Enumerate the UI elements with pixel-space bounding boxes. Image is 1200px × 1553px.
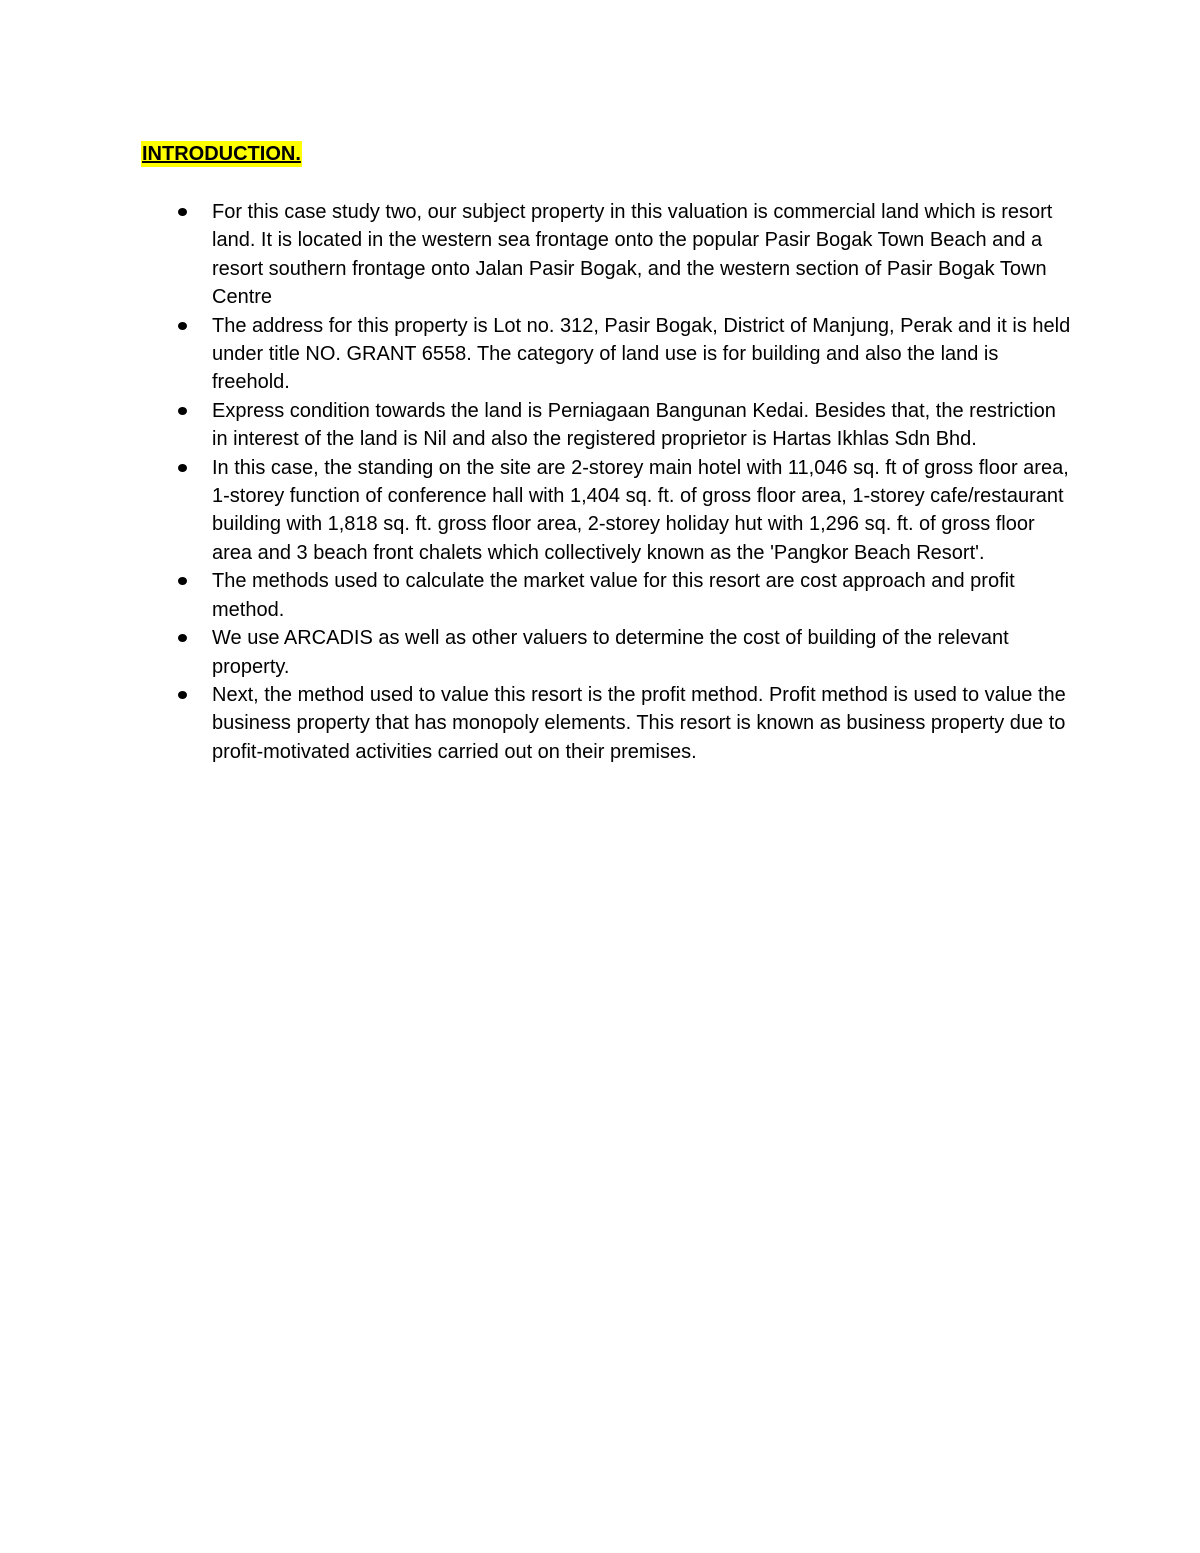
bullet-icon <box>178 634 187 642</box>
list-item-text: The address for this property is Lot no. 312, Pasir Bogak, District of Manjung, Perak and it is held under title NO. GRANT 6558. The category of land use is for building and also the land is freehold. <box>212 314 1071 394</box>
section-heading: INTRODUCTION. <box>142 143 301 165</box>
list-item <box>212 567 1072 624</box>
bullet-icon <box>178 407 187 415</box>
list-item <box>212 198 1072 312</box>
list-item <box>212 681 1072 766</box>
list-item <box>212 454 1072 568</box>
bullet-icon <box>178 691 187 699</box>
list-item <box>212 312 1072 397</box>
list-item-text: For this case study two, our subject property in this valuation is commercial land which is resort land. It is located in the western sea frontage onto the popular Pasir Bogak Town Beach and a resort southern frontage onto Jalan Pasir Bogak, and the western section of Pasir Bogak Town Centre <box>212 201 1053 309</box>
list-item-text: The methods used to calculate the market value for this resort are cost approach and profit method. <box>212 570 1015 621</box>
bullet-icon <box>178 208 187 216</box>
bullet-icon <box>178 464 187 472</box>
bullet-icon <box>178 322 187 330</box>
bullet-list <box>212 198 1072 766</box>
list-item-text: Next, the method used to value this resort is the profit method. Profit method is used to value the business property that has monopoly elements. This resort is known as business property due to profit-motivated activities carried out on their premises. <box>212 683 1066 763</box>
bullet-icon <box>178 577 187 585</box>
list-item <box>212 624 1072 681</box>
list-item <box>212 397 1072 454</box>
list-item-text: Express condition towards the land is Perniagaan Bangunan Kedai. Besides that, the restriction in interest of the land is Nil and also the registered proprietor is Hartas Ikhlas Sdn Bhd. <box>212 399 1056 451</box>
list-item-text: We use ARCADIS as well as other valuers to determine the cost of building of the relevant property. <box>212 627 1009 678</box>
list-item-text: In this case, the standing on the site are 2-storey main hotel with 11,046 sq. ft of gross floor area, 1-storey function of conference hall with 1,404 sq. ft. of gross floor area, 1-storey cafe/restaurant building with 1,818 sq. ft. gross floor area, 2-storey holiday hut with 1,296 sq. ft. of gross floor area and 3 beach front chalets which collectively known as the 'Pangkor Beach Resort'. <box>212 456 1069 564</box>
